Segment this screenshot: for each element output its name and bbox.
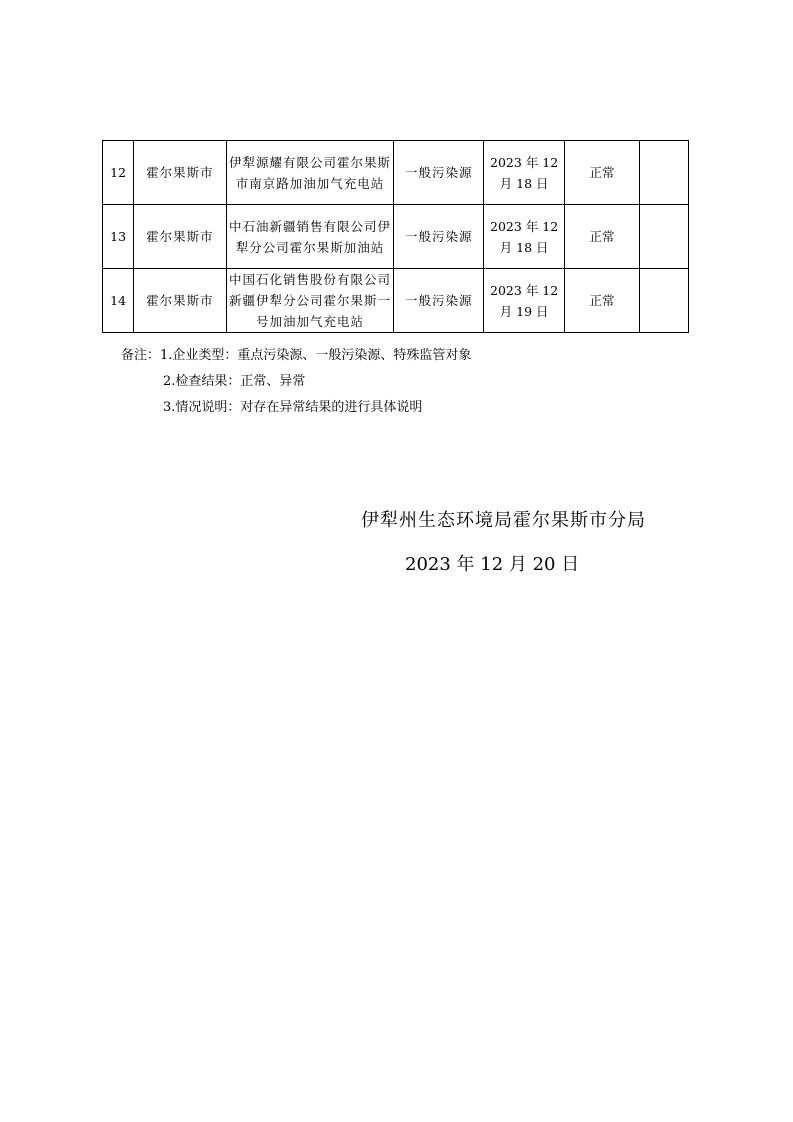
row-city: 霍尔果斯市 bbox=[134, 205, 226, 269]
row-number: 14 bbox=[103, 269, 134, 333]
remark-line-2: 2.检查结果：正常、异常 bbox=[163, 374, 306, 389]
inspection-table-body bbox=[103, 141, 689, 333]
row-enterprise-name: 伊犁源耀有限公司霍尔果斯市南京路加油加气充电站 bbox=[226, 141, 394, 205]
row-inspection-date: 2023 年 12 月 18 日 bbox=[483, 205, 564, 269]
inspection-table bbox=[102, 140, 689, 333]
remark-line-1: 备注：1.企业类型：重点污染源、一般污染源、特殊监管对象 bbox=[121, 348, 472, 363]
row-inspection-result: 正常 bbox=[565, 205, 639, 269]
table-row bbox=[103, 141, 689, 205]
issue-date: 2023 年 12 月 20 日 bbox=[405, 554, 580, 575]
row-enterprise-type: 一般污染源 bbox=[394, 269, 483, 333]
row-enterprise-type: 一般污染源 bbox=[394, 205, 483, 269]
row-city: 霍尔果斯市 bbox=[134, 141, 226, 205]
table-row bbox=[103, 205, 689, 269]
row-inspection-result: 正常 bbox=[565, 269, 639, 333]
row-number: 12 bbox=[103, 141, 134, 205]
row-remark bbox=[639, 269, 688, 333]
row-remark bbox=[639, 141, 688, 205]
row-enterprise-name: 中石油新疆销售有限公司伊犁分公司霍尔果斯加油站 bbox=[226, 205, 394, 269]
row-enterprise-type: 一般污染源 bbox=[394, 141, 483, 205]
remark-line-3: 3.情况说明：对存在异常结果的进行具体说明 bbox=[163, 400, 423, 415]
row-enterprise-name: 中国石化销售股份有限公司新疆伊犁分公司霍尔果斯一号加油加气充电站 bbox=[226, 269, 394, 333]
remarks-block bbox=[121, 343, 471, 421]
row-city: 霍尔果斯市 bbox=[134, 269, 226, 333]
row-remark bbox=[639, 205, 688, 269]
row-inspection-date: 2023 年 12 月 18 日 bbox=[483, 141, 564, 205]
row-inspection-date: 2023 年 12 月 19 日 bbox=[483, 269, 564, 333]
table-row bbox=[103, 269, 689, 333]
row-inspection-result: 正常 bbox=[565, 141, 639, 205]
row-number: 13 bbox=[103, 205, 134, 269]
issuing-organization: 伊犁州生态环境局霍尔果斯市分局 bbox=[361, 510, 646, 531]
